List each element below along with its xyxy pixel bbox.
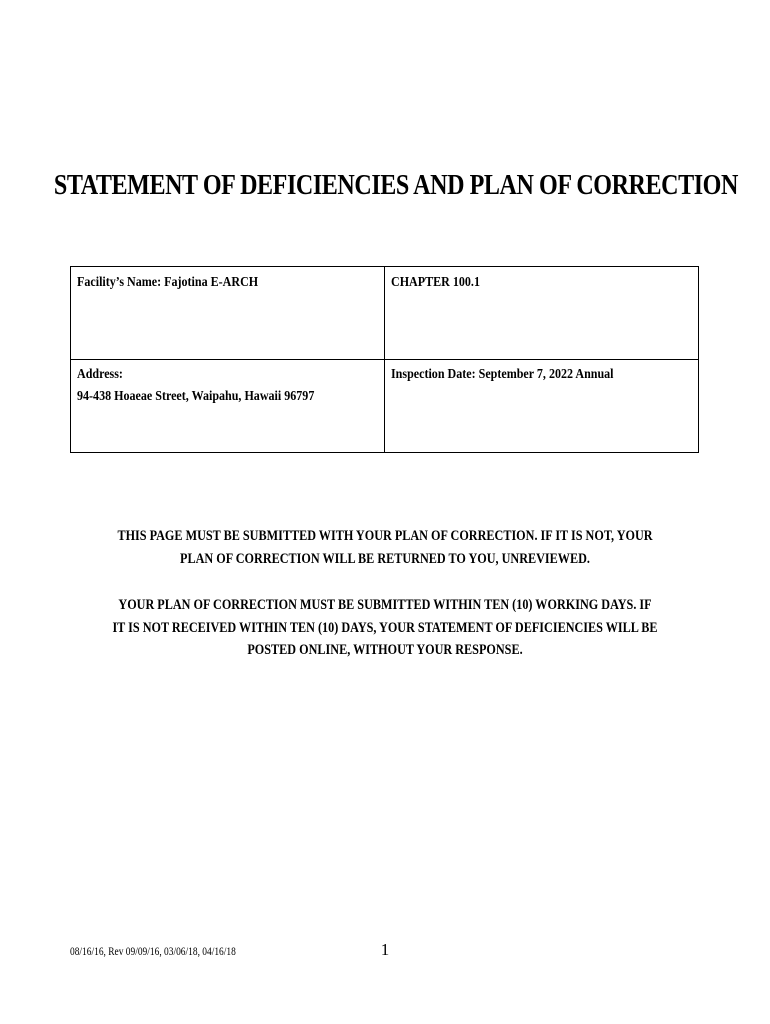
page-number: 1	[380, 940, 390, 959]
table-row	[71, 360, 699, 453]
table-row	[71, 267, 699, 360]
deadline-notice: YOUR PLAN OF CORRECTION MUST BE SUBMITTED WITHIN TEN (10) WORKING DAYS. IF IT IS NOT RECEIVED WITHIN TEN (10) DAYS, YOUR STATEMENT OF DEFICIENCIES WILL BE POSTED ONLINE, WITHOUT YOUR RESPONSE.	[112, 597, 658, 658]
revision-dates: 08/16/16, Rev 09/09/16, 03/06/18, 04/16/18	[70, 946, 236, 958]
address-cell	[71, 360, 385, 453]
inspection-date-cell	[385, 360, 699, 453]
chapter-cell	[385, 267, 699, 360]
facility-name-cell	[71, 267, 385, 360]
address-label: Address:	[77, 367, 123, 382]
facility-info-table	[70, 266, 699, 453]
facility-name: Facility’s Name: Fajotina E-ARCH	[77, 275, 259, 290]
address-value: 94-438 Hoaeae Street, Waipahu, Hawaii 96797	[77, 389, 315, 404]
inspection-date: Inspection Date: September 7, 2022 Annual	[391, 367, 614, 382]
submit-notice: THIS PAGE MUST BE SUBMITTED WITH YOUR PLAN OF CORRECTION. IF IT IS NOT, YOUR PLAN OF CORRECTION WILL BE RETURNED TO YOU, UNREVIEWED.	[117, 528, 653, 567]
document-title: STATEMENT OF DEFICIENCIES AND PLAN OF CORRECTION	[53, 170, 738, 201]
chapter-label: CHAPTER 100.1	[391, 275, 480, 290]
